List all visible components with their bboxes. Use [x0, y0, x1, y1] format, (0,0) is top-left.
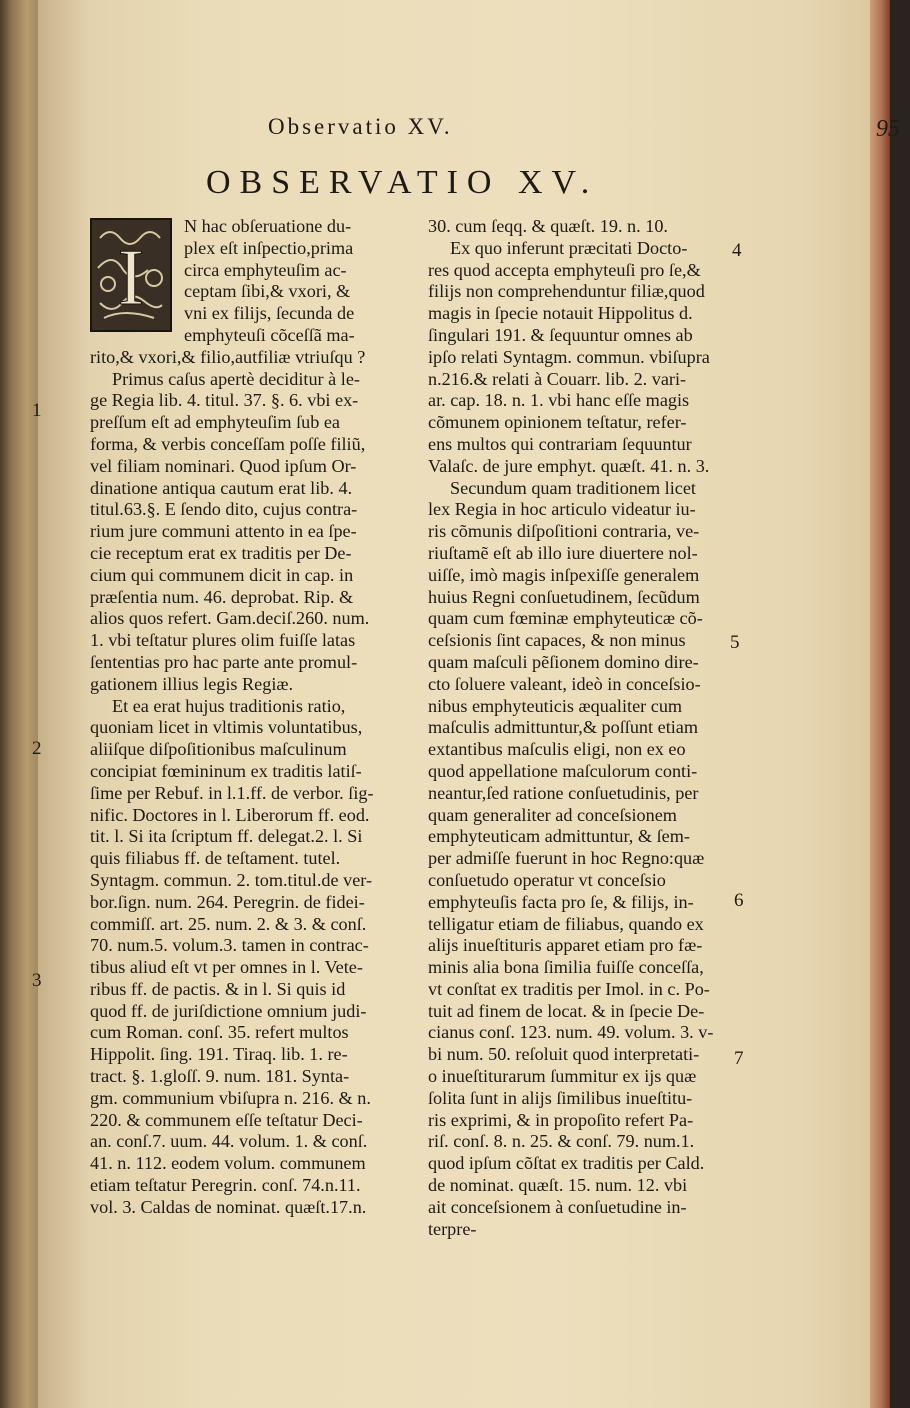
text-line: terpre- — [428, 1218, 477, 1239]
text-line: ſingulari 191. & ſequuntur omnes ab — [428, 324, 693, 345]
text-line: ribus ff. de pactis. & in l. Si quis id — [90, 978, 346, 999]
text-line: 1. vbi teſtatur plures olim fuiſſe latas — [90, 630, 356, 651]
text-line: cõmunem opinionem teſtatur, refer- — [428, 412, 687, 433]
margin-number: 6 — [734, 890, 744, 911]
text-line: ar. cap. 18. n. 1. vbi hanc eſſe magis — [428, 390, 690, 411]
running-head-text: Observatio XV. — [268, 114, 453, 139]
text-line: vt conſtat ex traditis per Imol. in c. Po- — [428, 978, 710, 999]
text-line: præſentia num. 46. deprobat. Rip. & — [90, 586, 354, 607]
text-line: extantibus maſculis eligi, non ex eo — [428, 739, 686, 760]
text-line: 220. & communem eſſe teſtatur Deci- — [90, 1109, 363, 1130]
margin-number: 3 — [32, 970, 42, 991]
text-line: tract. §. 1.gloſſ. 9. num. 181. Synta- — [90, 1066, 350, 1087]
text-line: etiam teſtatur Peregrin. conſ. 74.n.11. — [90, 1175, 361, 1196]
text-line: ſime per Rebuf. in l.1.ff. de verbor. ſig- — [90, 782, 374, 803]
text-line: Hippolit. ſing. 191. Tiraq. lib. 1. re- — [90, 1044, 348, 1065]
text-line: emphyteuſis facta pro ſe, & filijs, in- — [428, 891, 694, 912]
text-line: neantur,ſed ratione conſuetudinis, per — [428, 782, 699, 803]
text-line: tuit ad finem de locat. & in ſpecie De- — [428, 1000, 705, 1021]
text-line: Et ea erat hujus traditionis ratio, — [112, 695, 346, 716]
text-line: quam maſculi pẽſionem domino dire- — [428, 651, 699, 672]
text-line: quod ff. de juriſdictione omnium judi- — [90, 1000, 367, 1021]
margin-number: 4 — [732, 240, 742, 261]
text-line: bor.ſign. num. 264. Peregrin. de fidei- — [90, 891, 365, 912]
text-line: tit. l. Si ita ſcriptum ff. delegat.2. l. Si — [90, 826, 363, 847]
text-line: riſ. conſ. 8. n. 25. & conſ. 79. num.1. — [428, 1131, 695, 1152]
left-column-lines — [90, 216, 420, 1219]
text-line: vol. 3. Caldas de nominat. quæſt.17.n. — [90, 1196, 367, 1217]
text-line: nific. Doctores in l. Liberorum ff. eod. — [90, 804, 370, 825]
text-line: vni ex filijs, ſecunda de — [184, 303, 355, 324]
text-line: cto ſoluere valeant, ideò in conceſsio- — [428, 673, 701, 694]
book-page — [32, 0, 900, 1408]
text-line: quod ipſum cõſtat ex traditis per Cald. — [428, 1153, 705, 1174]
text-line: ceſsionis ſint capaces, & non minus — [428, 630, 686, 651]
text-line: minis alia bona ſimilia fuiſſe conceſſa, — [428, 957, 704, 978]
text-line: uiſſe, imò magis inſpexiſſe generalem — [428, 564, 700, 585]
text-line: rium jure communi attento in ea ſpe- — [90, 521, 357, 542]
text-line: ge Regia lib. 4. titul. 37. §. 6. vbi ex- — [90, 390, 359, 411]
text-line: riuſtamẽ eſt ab illo iure diuertere nol- — [428, 542, 698, 563]
text-line: ens multos qui contrariam ſequuntur — [428, 433, 692, 454]
text-line: nibus emphyteuticis æqualiter cum — [428, 695, 683, 716]
text-line: dinatione antiqua cautum erat lib. 4. — [90, 477, 353, 498]
text-line: ſententias pro hac parte ante promul- — [90, 651, 358, 672]
facing-page-edge — [0, 0, 38, 1408]
text-line: Valaſc. de jure emphyt. quæſt. 41. n. 3. — [428, 455, 710, 476]
text-line: titul.63.§. E ſendo dito, cujus contra- — [90, 499, 358, 520]
text-line: an. conſ.7. uum. 44. volum. 1. & conſ. — [90, 1131, 368, 1152]
text-line: vel filiam nominari. Quod ipſum Or- — [90, 455, 357, 476]
text-line: filijs non comprehenduntur filiæ,quod — [428, 281, 705, 302]
page-fore-edge — [870, 0, 890, 1408]
text-line: lex Regia in hoc articulo videatur iu- — [428, 499, 696, 520]
text-line: telligatur etiam de filiabus, quando ex — [428, 913, 704, 934]
text-line: aliiſque diſpoſitionibus maſculinum — [90, 739, 347, 760]
text-line: 41. n. 112. eodem volum. communem — [90, 1153, 366, 1174]
page-number: 95 — [876, 116, 900, 142]
margin-number: 5 — [730, 632, 740, 653]
text-line: de nominat. quæſt. 15. num. 12. vbi — [428, 1175, 688, 1196]
text-line: bi num. 50. reſoluit quod interpretati- — [428, 1044, 700, 1065]
text-line: quam cum fœminæ emphyteuticæ cõ- — [428, 608, 703, 629]
text-line: quis filiabus ff. de teſtament. tutel. — [90, 848, 341, 869]
text-line: ſolita ſunt in alijs ſimilibus inueſtitu- — [428, 1087, 693, 1108]
text-line: tibus aliud eſt vt per omnes in l. Vete- — [90, 957, 363, 978]
right-column-lines — [428, 216, 773, 1240]
text-line: 30. cum ſeqq. & quæſt. 19. n. 10. — [428, 216, 668, 236]
text-line: Secundum quam traditionem licet — [450, 477, 696, 498]
chapter-title: OBSERVATIO XV. — [206, 164, 599, 201]
margin-number: 1 — [32, 400, 42, 421]
text-line: quam generaliter ad conceſsionem — [428, 804, 677, 825]
text-line: quod appellatione maſculorum conti- — [428, 760, 698, 781]
text-line: ris exprimi, & in propoſito refert Pa- — [428, 1109, 694, 1130]
text-line: Primus caſus apertè deciditur à le- — [112, 368, 360, 389]
text-line: quoniam licet in vltimis voluntatibus, — [90, 717, 363, 738]
text-line: circa emphyteuſim ac- — [184, 259, 347, 280]
text-line: preſſum eſt ad emphyteuſim ſub ea — [90, 412, 341, 433]
text-line: concipiat fœmininum ex traditis latiſ- — [90, 760, 362, 781]
text-line: gationem illius legis Regiæ. — [90, 673, 294, 694]
text-line: res quod accepta emphyteuſi pro ſe,& — [428, 259, 701, 280]
running-head — [268, 114, 453, 140]
margin-number: 2 — [32, 738, 42, 759]
text-line: cie receptum erat ex traditis per De- — [90, 542, 352, 563]
text-line: o inueſtiturarum ſummitur ex ijs quæ — [428, 1066, 697, 1087]
text-line: alijs inueſtituris apparet etiam pro fæ- — [428, 935, 703, 956]
text-line: per admiſſe fuerunt in hoc Regno:quæ — [428, 848, 705, 869]
text-line: ait conceſsionem à conſuetudine in- — [428, 1196, 687, 1217]
text-line: cium qui communem dicit in cap. in — [90, 564, 354, 585]
text-line: cum Roman. conſ. 35. refert multos — [90, 1022, 349, 1043]
text-line: maſculis admittuntur,& poſſunt etiam — [428, 717, 699, 738]
text-line: rito,& vxori,& filio,autfiliæ vtriuſqu ? — [90, 346, 366, 367]
drop-initial-letter: I — [117, 234, 145, 322]
text-line: n.216.& relati à Couarr. lib. 2. vari- — [428, 368, 687, 389]
text-line: conſuetudo operatur vt conceſsio — [428, 869, 666, 890]
left-column — [90, 216, 420, 1219]
text-line: Ex quo inferunt præcitati Docto- — [450, 237, 688, 258]
text-line: gm. communium vbiſupra n. 216. & n. — [90, 1087, 371, 1108]
text-line: huius Regni conſuetudinem, ſecũdum — [428, 586, 700, 607]
text-line: ipſo relati Syntagm. commun. vbiſupra — [428, 346, 710, 367]
text-line: plex eſt inſpectio,prima — [184, 237, 354, 258]
text-line: magis in ſpecie notauit Hippolitus d. — [428, 303, 693, 324]
text-line: ceptam ſibi,& vxori, & — [184, 281, 351, 302]
text-line: emphyteuticam admittuntur, & ſem- — [428, 826, 690, 847]
text-line: 70. num.5. volum.3. tamen in contrac- — [90, 935, 369, 956]
decorated-initial-icon — [90, 218, 172, 332]
text-line: emphyteuſi cõceſſã ma- — [184, 324, 355, 345]
text-line: forma, & verbis conceſſam poſſe filiũ, — [90, 433, 366, 454]
text-line: Syntagm. commun. 2. tom.titul.de ver- — [90, 869, 373, 890]
text-line: N hac obſeruatione du- — [184, 216, 352, 236]
margin-number: 7 — [734, 1048, 744, 1069]
text-line: alios quos refert. Gam.deciſ.260. num. — [90, 608, 370, 629]
text-line: cianus conſ. 123. num. 49. volum. 3. v- — [428, 1022, 714, 1043]
right-column — [428, 216, 773, 1240]
text-line: ris cõmunis diſpoſitioni contraria, ve- — [428, 521, 700, 542]
text-line: commiſſ. art. 25. num. 2. & 3. & conſ. — [90, 913, 367, 934]
